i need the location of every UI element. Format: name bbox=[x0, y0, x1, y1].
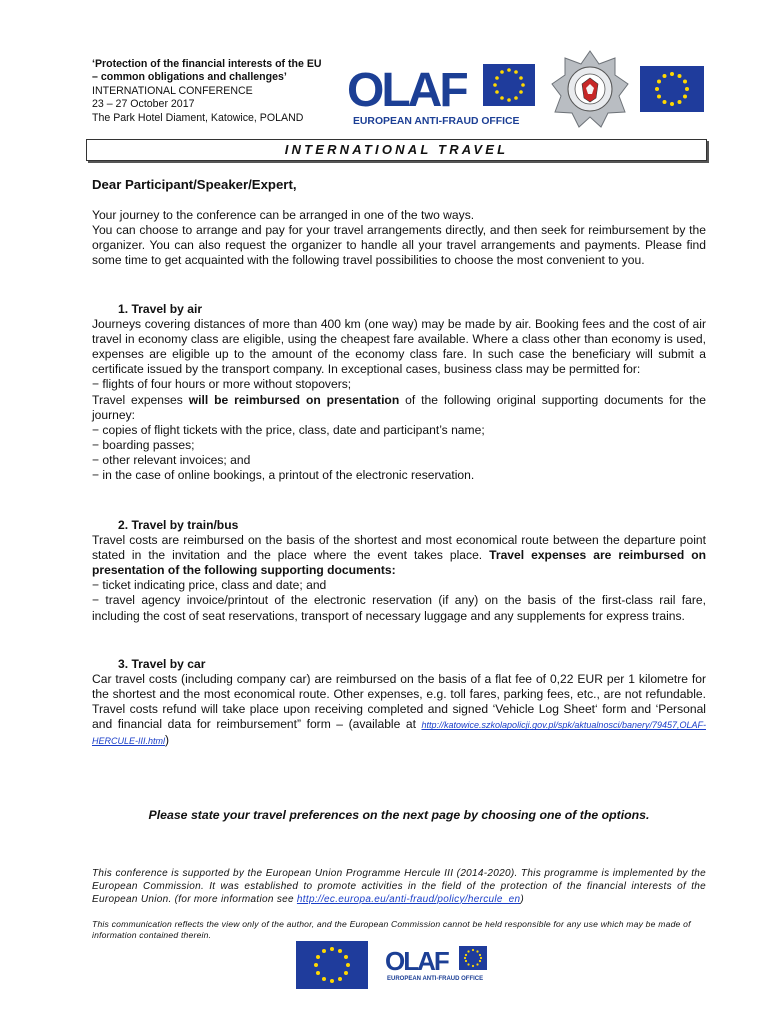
intro-line-2: You can choose to arrange and pay for your travel arrangements directly, and then seek for reimbursement by the organizer. You can also request the organizer to handle all your travel arrangements and payments. Please find some time to get acquainted with the following travel possibilities to choose the most convenient to you. bbox=[92, 223, 706, 268]
greeting: Dear Participant/Speaker/Expert, bbox=[92, 177, 297, 192]
section-car-p1-end: ) bbox=[165, 733, 170, 748]
conference-info bbox=[92, 58, 357, 125]
intro-section bbox=[92, 208, 706, 268]
conference-type: INTERNATIONAL CONFERENCE bbox=[92, 84, 253, 97]
hercule-info-link[interactable]: http://ec.europa.eu/anti-fraud/policy/hercule_en bbox=[296, 893, 521, 905]
section-air bbox=[92, 302, 706, 483]
list-item: − in the case of online bookings, a printout of the electronic reservation. bbox=[92, 468, 475, 483]
list-item: − ticket indicating price, class and date; and bbox=[92, 578, 327, 593]
footer-text: This conference is supported by the European Union Programme Hercule III (2014-2020). This programme is implemented by the European Commission. It was established to promote activities in the field of the protection of the financial interests of the European Union. (for more information see bbox=[92, 868, 706, 905]
section-air-bullet-stopovers: − flights of four hours or more without stopovers; bbox=[92, 377, 352, 392]
section-train-paragraph-1 bbox=[92, 533, 706, 578]
section-air-p2-start: Travel expenses bbox=[92, 392, 189, 407]
olaf-bottom-subtitle: EUROPEAN ANTI-FRAUD OFFICE bbox=[387, 976, 484, 982]
list-item: − travel agency invoice/printout of the electronic reservation (if any) on the basis of the first-class rail fare, including the cost of seat reservations, transport of necessary luggage and any supplements for express trains. bbox=[92, 593, 706, 623]
section-air-heading: 1. Travel by air bbox=[118, 302, 203, 316]
list-item: − copies of flight tickets with the price, class, date and participant’s name; bbox=[92, 422, 485, 437]
section-train bbox=[92, 518, 706, 624]
intro-line-1: Your journey to the conference can be arranged in one of the two ways. bbox=[92, 208, 475, 222]
list-item: − boarding passes; bbox=[92, 437, 195, 452]
footer-text-end: ) bbox=[520, 893, 524, 905]
section-air-p2-end: of the following original supporting documents for the journey: bbox=[92, 392, 706, 422]
section-car-paragraph-1 bbox=[92, 672, 706, 749]
travel-preferences-note: Please state your travel preferences on the next page by choosing one of the options. bbox=[148, 808, 650, 822]
section-train-heading: 2. Travel by train/bus bbox=[118, 518, 239, 532]
olaf-logo-bottom bbox=[383, 944, 489, 984]
list-item: − other relevant invoices; and bbox=[92, 452, 251, 467]
olaf-logo-subtitle: EUROPEAN ANTI-FRAUD OFFICE bbox=[353, 116, 520, 127]
document-title: INTERNATIONAL TRAVEL bbox=[284, 142, 509, 157]
conference-title-line-2: – common obligations and challenges’ bbox=[92, 71, 287, 84]
footer-disclaimer: This communication reflects the view only of the author, and the European Commission cannot be held responsible for any use which may be made of information contained therein. bbox=[92, 919, 691, 940]
vehicle-log-form-link[interactable]: http://katowice.szkolapolicji.gov.pl/spk/aktualnosci/banery/79457,OLAF-HERCULE-III.html bbox=[92, 720, 706, 747]
eu-flag-bottom-icon bbox=[296, 941, 368, 989]
document-title-box bbox=[86, 139, 707, 161]
section-car-p1-text: Car travel costs (including company car) are reimbursed on the basis of a flat fee of 0,22 EUR per 1 kilometre for the shortest and the most economical route. Other expenses, e.g. toll fares, parking fees, etc., are not refundable. Travel costs refund will take place upon receiving completed and signed ‘Vehicle Log Sheet‘ form and ‘Personal and financial data for reimbursement” form – (available at bbox=[92, 672, 706, 732]
section-air-paragraph-1: Journeys covering distances of more than 400 km (one way) may be made by air. Booking fees and the cost of air travel in economy class are eligible, using the cheapest fare available. Where a class other than economy is used, expenses are eligible up to the amount of the economy class fare. In such case the beneficiary will submit a certificate issued by the transport company. In exceptional cases, business class may be permitted for: bbox=[92, 317, 706, 377]
section-car bbox=[92, 657, 706, 750]
section-train-p1-start: Travel costs are reimbursed on the basis of the shortest and most economical route between the departure point stated in the invitation and the place where the event takes place. bbox=[92, 533, 706, 563]
eu-flag-icon bbox=[640, 66, 704, 112]
olaf-logo bbox=[345, 60, 537, 128]
section-air-paragraph-2 bbox=[92, 393, 706, 423]
conference-venue: The Park Hotel Diament, Katowice, POLAND bbox=[92, 111, 304, 124]
section-air-p2-bold: will be reimbursed on presentation bbox=[188, 392, 400, 407]
police-school-badge bbox=[551, 50, 629, 128]
conference-dates: 23 – 27 October 2017 bbox=[92, 98, 195, 111]
olaf-bottom-logo-text: OLAF bbox=[385, 946, 448, 976]
section-train-p1-bold: Travel expenses are reimbursed on presentation of the following supporting documents: bbox=[92, 548, 706, 578]
olaf-logo-text: OLAF bbox=[347, 64, 466, 117]
footer-support-text bbox=[92, 868, 706, 906]
section-car-heading: 3. Travel by car bbox=[118, 657, 206, 671]
conference-title-line-1: ‘Protection of the financial interests of the EU bbox=[92, 58, 322, 70]
